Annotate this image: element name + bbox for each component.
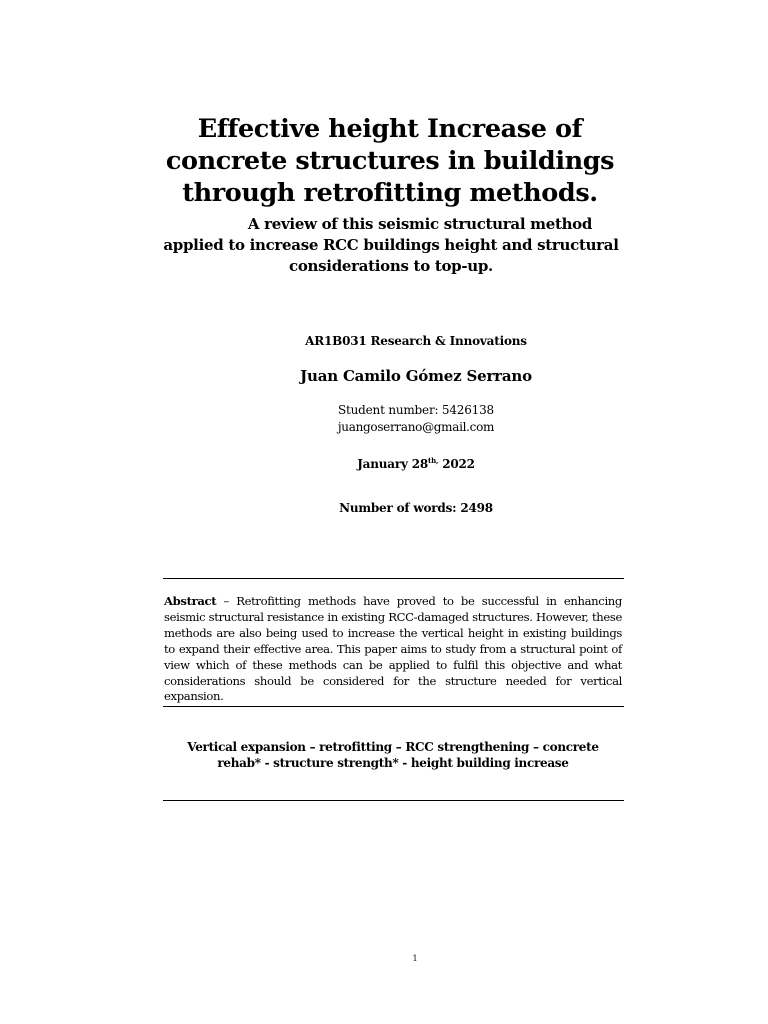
subtitle-line-3: considerations to top-up. (289, 257, 493, 275)
author-email: juangoserrano@gmail.com (337, 420, 495, 434)
title-line-2: concrete structures in buildings (165, 146, 615, 176)
keywords-line-1: Vertical expansion – retrofitting – RCC strengthening – concrete (187, 740, 599, 754)
paper-subtitle (150, 214, 632, 277)
abstract-label: Abstract (164, 594, 217, 608)
course-code: AR1B031 Research & Innovations (305, 334, 527, 348)
title-line-1: Effective height Increase of (197, 114, 583, 144)
date-year: 2022 (438, 457, 475, 471)
word-count: Number of words: 2498 (339, 501, 493, 515)
keywords-line-2: rehab* - structure strength* - height building increase (217, 756, 569, 770)
date-suffix: th, (428, 456, 439, 465)
date-month-day: January 28 (357, 457, 429, 471)
author-name: Juan Camilo Gómez Serrano (300, 367, 532, 385)
keywords (170, 739, 616, 771)
abstract-bottom-rule (163, 706, 624, 707)
abstract-paragraph (164, 594, 622, 705)
subtitle-line-2: applied to increase RCC buildings height and structural (163, 236, 619, 254)
submission-date (166, 453, 666, 472)
subtitle-line-1: A review of this seismic structural method (247, 215, 593, 233)
student-number: Student number: 5426138 (338, 403, 494, 417)
abstract-text: – Retrofitting methods have proved to be successful in enhancing seismic structural resistance in existing RCC-damaged structures. However, these methods are also being used to increase the vertical height in existing buildings to expand their effective area. This paper aims to study from a structural point of view which of these methods can be applied to fulfil this objective and what considerations should be considered for the structure needed for vertical expansion. (164, 594, 622, 704)
abstract-top-rule (163, 578, 624, 579)
keywords-bottom-rule (163, 800, 624, 801)
page-number: 1 (412, 954, 418, 963)
paper-title (150, 113, 630, 209)
title-line-3: through retrofitting methods. (182, 178, 598, 208)
